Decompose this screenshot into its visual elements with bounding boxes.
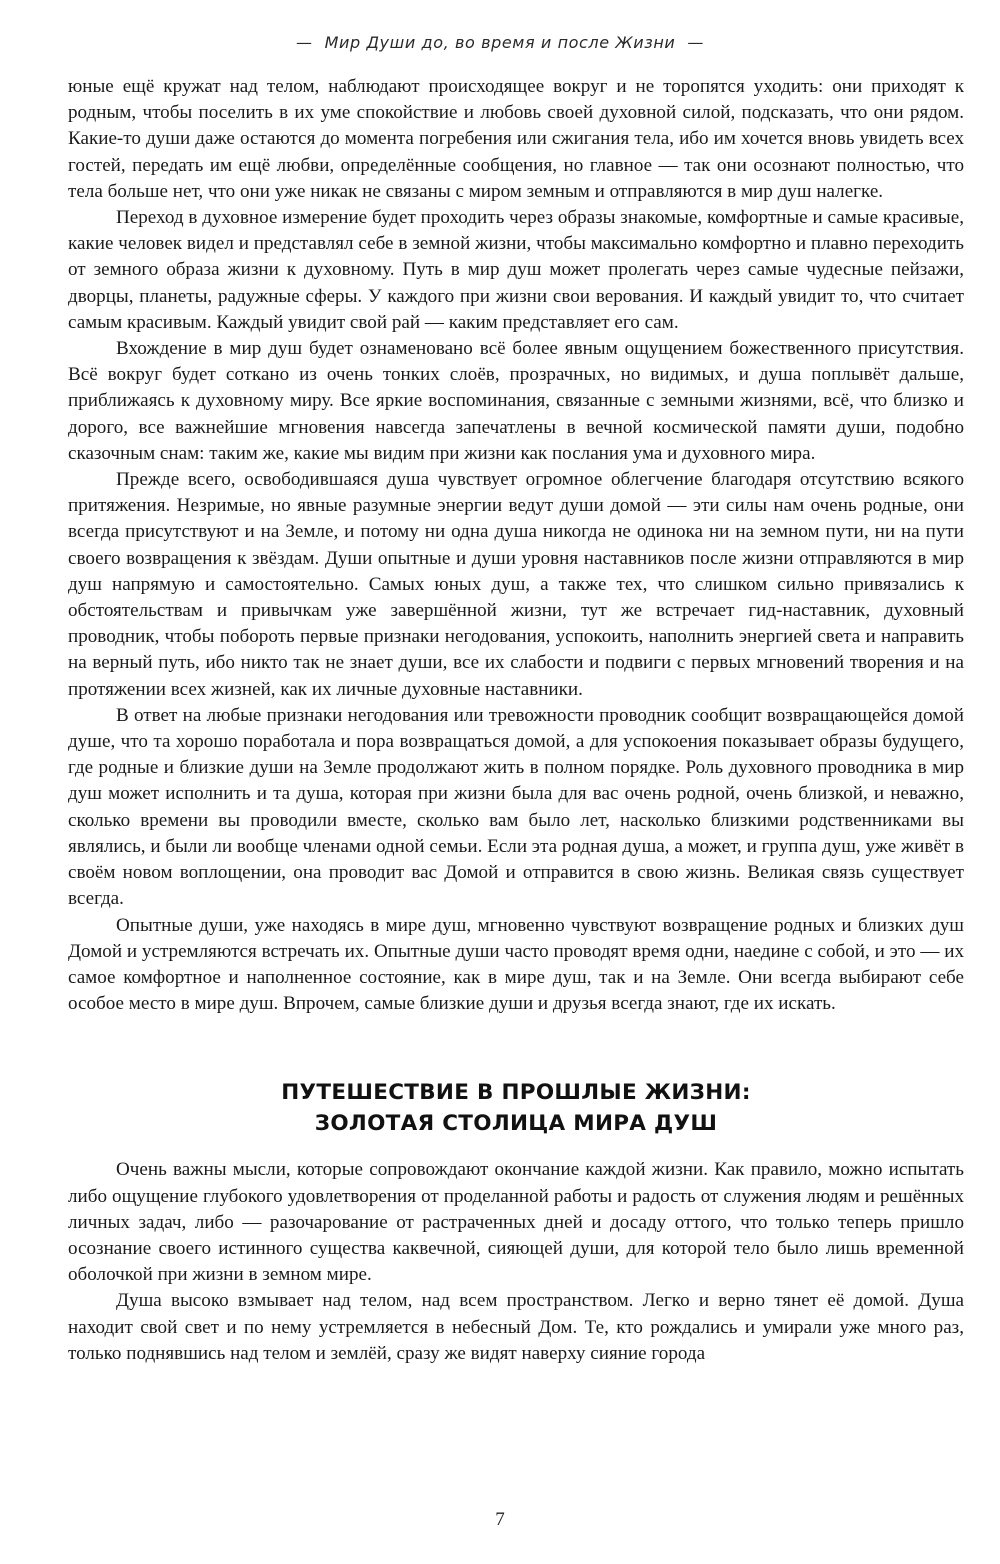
paragraph-8: Душа высоко взмывает над телом, над всем пространством. Легко и верно тянет её домой. Душа находит свой свет и по нему устремляется в небесный Дом. Те, кто рождались и умирали уже много раз, только поднявшись над телом и землёй, сразу же видят наверху сияние города	[68, 1290, 964, 1364]
running-header-title: Мир Души до, во время и после Жизни	[324, 33, 676, 52]
paragraph-1: юные ещё кружат над телом, наблюдают происходящее вокруг и не торопятся уходить: они приходят к родным, чтобы поселить в их уме спокойствие и любовь своей духовной силой, подсказать, что они рядом. Какие-то души даже остаются до момента погребения или сжигания тела, ибо им хочется вновь увидеть всех гостей, передать им ещё любви, определённые сообщения, но главное — так они осознают полностью, что тела больше нет, что они уже никак не связаны с миром земным и отправляются в мир душ налегке.	[68, 76, 964, 202]
paragraph-2: Переход в духовное измерение будет проходить через образы знакомые, комфортные и самые красивые, какие человек видел и представлял себе в земной жизни, чтобы максимально комфортно и плавно переходить от земного образа жизни к духовному. Путь в мир душ может пролегать через самые чудесные пейзажи, дворцы, планеты, радужные сферы. У каждого при жизни свои верования. И каждый увидит то, что считает самым красивым. Каждый увидит свой рай — каким представляет его сам.	[68, 207, 964, 333]
paragraph-4: Прежде всего, освободившаяся душа чувствует огромное облегчение благодаря отсутствию всякого притяжения. Незримые, но явные разумные энергии ведут души домой — эти силы нам очень родные, они всегда присутствуют и на Земле, и потому ни одна душа никогда не одинока ни на земном пути, ни на пути своего возвращения к звёздам. Души опытные и души уровня наставников после жизни отправляются в мир душ напрямую и самостоятельно. Самых юных душ, а также тех, что слишком сильно привязались к обстоятельствам и привычкам уже завершённой жизни, тут же встречает гид-наставник, духовный проводник, чтобы побороть первые признаки негодования, успокоить, наполнить энергией света и направить на верный путь, ибо никто так не знает души, все их слабости и подвиги с первых мгновений творения и на протяжении всех жизней, как их личные духовные наставники.	[68, 469, 964, 700]
header-dash-left: —	[296, 33, 313, 52]
section-heading-line-1: ПУТЕШЕСТВИЕ В ПРОШЛЫЕ ЖИЗНИ:	[281, 1080, 751, 1106]
section-heading-line-2: ЗОЛОТАЯ СТОЛИЦА МИРА ДУШ	[314, 1111, 718, 1137]
paragraph-5: В ответ на любые признаки негодования или тревожности проводник сообщит возвращающейся домой душе, что та хорошо поработала и пора возвращаться домой, а для успокоения показывает образы будущего, где родные и близкие души на Земле продолжают жить в полном порядке. Роль духовного проводника в мир душ может исполнить и та душа, которая при жизни была для вас очень родной, очень близкой, и неважно, сколько времени вы проводили вместе, сколько вам было лет, насколько близкими родственниками вы являлись, и были ли вообще членами одной семьи. Если эта родная душа, а может, и группа душ, уже живёт в своём новом воплощении, она проводит вас Домой и отправится в свою жизнь. Великая связь существует всегда.	[68, 704, 964, 910]
paragraph-3: Вхождение в мир душ будет ознаменовано всё более явным ощущением божественного присутствия. Всё вокруг будет соткано из очень тонких слоёв, прозрачных, но видимых, и душа поплывёт дальше, приближаясь к духовному миру. Все яркие воспоминания, связанные с земными жизнями, всё, что близко и дорого, все важнейшие мгновения навсегда запечатлены в вечной космической памяти души, подобно сказочным снам: таким же, какие мы видим при жизни как послания ума и духовного мира.	[68, 338, 964, 464]
page-number: 7	[495, 1509, 505, 1530]
section-spacer	[68, 1017, 964, 1077]
header-dash-right: —	[687, 33, 704, 52]
page-body	[68, 74, 964, 1367]
paragraph-6: Опытные души, уже находясь в мире душ, мгновенно чувствуют возвращение родных и близких душ Домой и устремляются встречать их. Опытные души часто проводят время одни, наедине с собой, и это — их самое комфортное и наполненное состояние, как в мире душ, так и на Земле. Они всегда выбирают себе особое место в мире душ. Впрочем, самые близкие души и друзья всегда знают, где их искать.	[68, 914, 964, 1015]
running-header	[0, 33, 1000, 52]
paragraph-7: Очень важны мысли, которые сопровождают окончание каждой жизни. Как правило, можно испытать либо ощущение глубокого удовлетворения от проделанной работы и радость от служения людям и решённых личных задач, либо — разочарование от растраченных дней и досаду оттого, что только теперь пришло осознание своего истинного существа каквечной, сияющей души, для которой тело было лишь временной оболочкой при жизни в земном мире.	[68, 1159, 964, 1286]
